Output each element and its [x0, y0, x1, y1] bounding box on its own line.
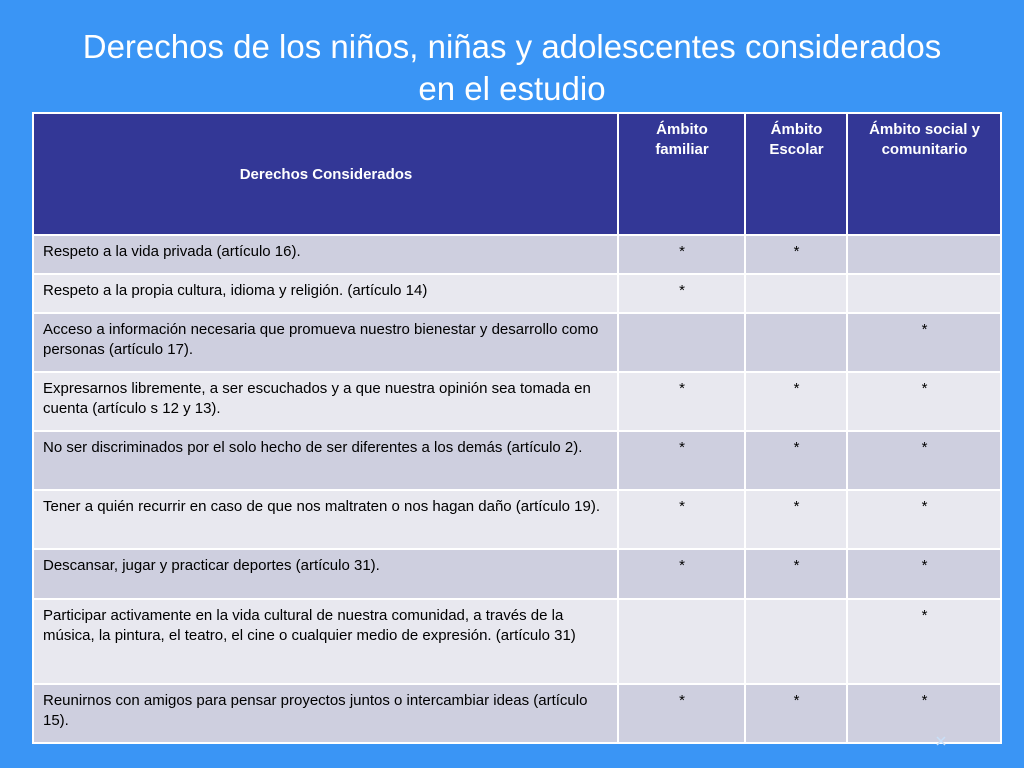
familiar-cell — [618, 313, 745, 372]
familiar-cell: * — [618, 549, 745, 599]
social-cell: * — [847, 313, 1001, 372]
right-cell: Reunirnos con amigos para pensar proyectos juntos o intercambiar ideas (artículo 15). — [33, 684, 618, 743]
rights-table — [32, 112, 1002, 744]
right-cell: Respeto a la propia cultura, idioma y religión. (artículo 14) — [33, 274, 618, 313]
slide-title — [40, 26, 984, 110]
table-row — [33, 684, 1001, 743]
escolar-cell — [745, 599, 847, 684]
familiar-cell: * — [618, 684, 745, 743]
table-row — [33, 490, 1001, 549]
table-row — [33, 549, 1001, 599]
escolar-cell: * — [745, 235, 847, 274]
social-cell: * — [847, 372, 1001, 431]
escolar-cell: * — [745, 549, 847, 599]
header-derechos: Derechos Considerados — [33, 113, 618, 235]
right-cell: Expresarnos libremente, a ser escuchados y a que nuestra opinión sea tomada en cuenta (artículo s 12 y 13). — [33, 372, 618, 431]
close-x-icon — [936, 736, 946, 746]
social-cell: * — [847, 684, 1001, 743]
right-cell: No ser discriminados por el solo hecho de ser diferentes a los demás (artículo 2). — [33, 431, 618, 490]
escolar-cell: * — [745, 431, 847, 490]
table-header-row — [33, 113, 1001, 235]
table-row — [33, 313, 1001, 372]
social-cell: * — [847, 431, 1001, 490]
escolar-cell — [745, 313, 847, 372]
header-escolar: Ámbito Escolar — [745, 113, 847, 235]
familiar-cell — [618, 599, 745, 684]
social-cell: * — [847, 490, 1001, 549]
right-cell: Acceso a información necesaria que promueva nuestro bienestar y desarrollo como personas (artículo 17). — [33, 313, 618, 372]
table-row — [33, 274, 1001, 313]
right-cell: Tener a quién recurrir en caso de que nos maltraten o nos hagan daño (artículo 19). — [33, 490, 618, 549]
social-cell: * — [847, 599, 1001, 684]
right-cell: Participar activamente en la vida cultural de nuestra comunidad, a través de la música, la pintura, el teatro, el cine o cualquier medio de expresión. (artículo 31) — [33, 599, 618, 684]
slide-title-line-2: en el estudio — [418, 70, 606, 107]
escolar-cell: * — [745, 684, 847, 743]
familiar-cell: * — [618, 490, 745, 549]
social-cell — [847, 274, 1001, 313]
table-row — [33, 235, 1001, 274]
table-row — [33, 431, 1001, 490]
table-row — [33, 372, 1001, 431]
social-cell — [847, 235, 1001, 274]
escolar-cell: * — [745, 490, 847, 549]
slide-title-line-1: Derechos de los niños, niñas y adolescentes considerados — [82, 28, 942, 65]
escolar-cell: * — [745, 372, 847, 431]
table-row — [33, 599, 1001, 684]
familiar-cell: * — [618, 431, 745, 490]
right-cell: Descansar, jugar y practicar deportes (artículo 31). — [33, 549, 618, 599]
familiar-cell: * — [618, 372, 745, 431]
familiar-cell: * — [618, 235, 745, 274]
right-cell: Respeto a la vida privada (artículo 16). — [33, 235, 618, 274]
familiar-cell: * — [618, 274, 745, 313]
social-cell: * — [847, 549, 1001, 599]
header-familiar: Ámbito familiar — [618, 113, 745, 235]
escolar-cell — [745, 274, 847, 313]
header-social: Ámbito social y comunitario — [847, 113, 1001, 235]
